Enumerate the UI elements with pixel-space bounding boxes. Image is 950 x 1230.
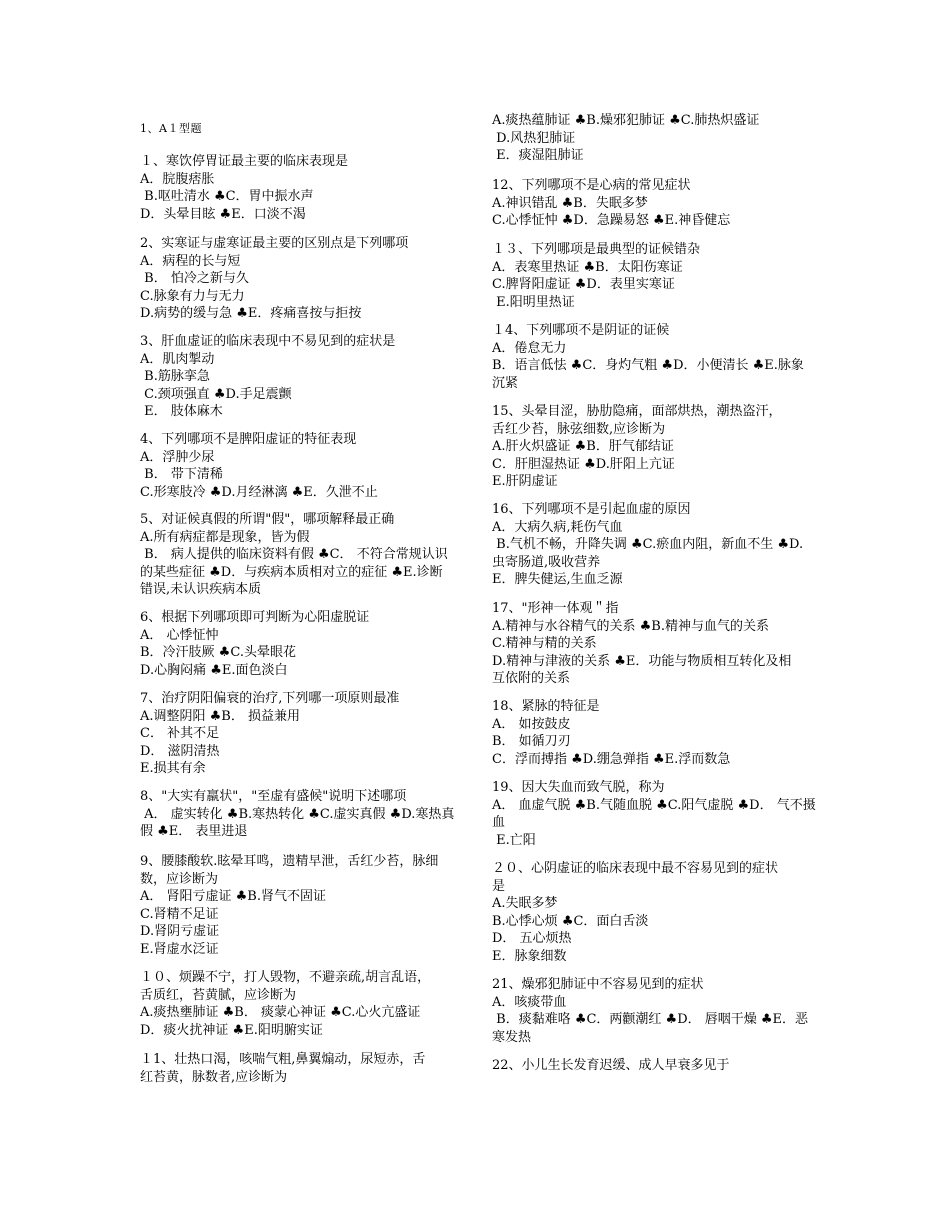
question-line: C.脉象有力与无力 xyxy=(140,288,245,304)
section-title: 1、A１型题 xyxy=(140,122,202,135)
question-line: A.神识错乱 ♣B．失眠多梦 xyxy=(492,195,648,211)
question-text: ２０、心阴虚证的临床表现中最不容易见到的症状 xyxy=(492,861,779,876)
question-line: E．脾失健运,生血乏源 xyxy=(492,572,623,587)
question-line: E．痰湿阻肺证 xyxy=(492,148,584,163)
question-block xyxy=(492,501,822,589)
question-line: A．病程的长与短 xyxy=(140,253,241,269)
question-block xyxy=(492,322,822,392)
question-line: D．痰火扰神证 ♣E.阳明腑实证 xyxy=(140,1022,323,1038)
question-line: D.心胸闷痛 ♣E.面色淡白 xyxy=(140,662,288,678)
question-line: E．脉象细数 xyxy=(492,948,567,964)
question-block xyxy=(492,779,822,849)
question-block xyxy=(492,177,822,230)
question-text: 5、对证候真假的所谓"假"，哪项解释最正确 xyxy=(140,512,395,527)
question-line: D.病势的缓与急 ♣E．疼痛喜按与拒按 xyxy=(140,306,362,321)
question-block xyxy=(140,333,460,421)
question-line: E.肾虚水泛证 xyxy=(140,941,219,957)
question-block xyxy=(492,1057,822,1075)
question-line: A．脘腹痞胀 xyxy=(140,171,215,187)
question-line: A． 如按鼓皮 xyxy=(492,716,571,732)
question-block xyxy=(140,609,460,679)
question-block xyxy=(492,600,822,688)
question-block xyxy=(140,1051,460,1086)
question-line: D.风热犯肺证 xyxy=(492,130,576,146)
question-line: 寒发热 xyxy=(492,1029,532,1045)
question-text: 18、紧脉的特征是 xyxy=(492,699,600,714)
question-text: A.痰热蕴肺证 ♣B.燥邪犯肺证 ♣C.肺热炽盛证 xyxy=(492,113,760,128)
question-text: １1、壮热口渴，咳喘气粗,鼻翼煽动，尿短赤，舌 xyxy=(140,1052,426,1067)
question-line: A．大病久病,耗伤气血 xyxy=(492,519,623,535)
question-line: 数，应诊断为 xyxy=(140,871,219,887)
question-line: 血 xyxy=(492,815,506,830)
question-line: C.精神与精的关系 xyxy=(492,636,597,651)
question-text: 22、小儿生长发育迟缓、成人早衰多见于 xyxy=(492,1058,730,1073)
question-line: E.阳明里热证 xyxy=(492,294,575,310)
question-text: 15、头晕目涩，胁肋隐痛，面部烘热，潮热盗汗， xyxy=(492,404,782,419)
question-line: E.损其有余 xyxy=(140,761,206,776)
question-line: 沉紧 xyxy=(492,375,519,391)
question-text: １０、烦躁不宁，打人毁物，不避亲疏,胡言乱语， xyxy=(140,970,431,985)
question-block xyxy=(492,241,822,311)
question-line: C.脾肾阳虚证 ♣D．表里实寒证 xyxy=(492,277,675,292)
question-line: A．肌肉掣动 xyxy=(140,351,215,367)
question-line: A． 心悸怔忡 xyxy=(140,627,219,643)
question-line: C．浮而搏指 ♣D.绷急弹指 ♣E.浮而数急 xyxy=(492,751,731,767)
question-line: 的某些症征 ♣D．与疾病本质相对立的症征 ♣E.诊断 xyxy=(140,564,443,580)
question-text: 8、"大实有羸状"，"至虚有盛候"说明下述哪项 xyxy=(140,789,407,804)
question-line: A．浮肿少尿 xyxy=(140,449,215,465)
question-line: C.形寒肢冷 ♣D.月经淋漓 ♣E．久泄不止 xyxy=(140,484,378,500)
question-line: A.所有病症都是现象，皆为假 xyxy=(140,529,310,545)
question-block xyxy=(140,969,460,1039)
question-line: B.筋脉挛急 xyxy=(140,369,210,384)
question-line: B．痰黏难咯 ♣C．两颧潮红 ♣D． 唇咽干燥 ♣E．恶 xyxy=(492,1012,809,1027)
question-line: A.调整阴阳 ♣B． 损益兼用 xyxy=(140,708,300,724)
question-line: C．肝胆湿热证 ♣D.肝阳上亢证 xyxy=(492,456,675,472)
question-line: B.呕吐清水 ♣C．胃中振水声 xyxy=(140,189,314,204)
question-block xyxy=(492,698,822,768)
question-block xyxy=(492,403,822,491)
question-block xyxy=(492,112,822,165)
question-line: D．头晕目眩 ♣E．口淡不渴 xyxy=(140,206,306,222)
question-line: C.肾精不足证 xyxy=(140,906,219,922)
question-text: 12、下列哪项不是心病的常见症状 xyxy=(492,178,691,193)
question-line: B．冷汗肢厥 ♣C.头晕眼花 xyxy=(140,645,296,660)
question-line: B．语言低怯 ♣C．身灼气粗 ♣D．小便清长 ♣E.脉象 xyxy=(492,358,804,373)
question-line: E.肝阴虚证 xyxy=(492,474,558,489)
question-line: D.精神与津液的关系 ♣E．功能与物质相互转化及相 xyxy=(492,653,792,669)
question-block xyxy=(140,690,460,778)
question-line: 舌红少苔，脉弦细数,应诊断为 xyxy=(492,421,666,437)
question-line: 互依附的关系 xyxy=(492,671,571,686)
question-line: 舌质红，苔黄腻，应诊断为 xyxy=(140,987,297,1003)
question-line: B． 带下清稀 xyxy=(140,467,223,482)
question-text: 6、根据下列哪项即可判断为心阳虚脱证 xyxy=(140,610,370,625)
question-line: B． 怕冷之新与久 xyxy=(140,271,249,286)
question-line: 是 xyxy=(492,878,506,894)
question-line: B.气机不畅，升降失调 ♣C.瘀血内阻，新血不生 ♣D. xyxy=(492,537,804,552)
question-block xyxy=(140,853,460,958)
question-text: 17、"形神一体观＂指 xyxy=(492,601,619,616)
question-block xyxy=(140,235,460,323)
question-line: D． 滋阴清热 xyxy=(140,743,220,759)
question-line: A． 肾阳亏虚证 ♣B.肾气不固证 xyxy=(140,889,326,904)
question-block xyxy=(140,431,460,501)
question-line: A． 血虚气脱 ♣B.气随血脱 ♣C.阳气虚脱 ♣D． 气不摄 xyxy=(492,797,816,813)
question-line: A.肝火炽盛证 ♣B．肝气郁结证 xyxy=(492,439,674,454)
question-line: B． 如循刀刃 xyxy=(492,734,571,749)
question-block xyxy=(492,976,822,1046)
question-text: １３、下列哪项是最典型的证候错杂 xyxy=(492,242,701,257)
question-line: C.心悸怔忡 ♣D．急躁易怒 ♣E.神昏健忘 xyxy=(492,213,731,228)
question-line: A．表寒里热证 ♣B．太阳伤寒证 xyxy=(492,259,683,275)
question-line: A.精神与水谷精气的关系 ♣B.精神与血气的关系 xyxy=(492,618,769,634)
question-text: 2、实寒证与虚寒证最主要的区别点是下列哪项 xyxy=(140,236,409,251)
question-text: 4、下列哪项不是脾阳虚证的特征表现 xyxy=(140,432,357,447)
question-line: A．倦怠无力 xyxy=(492,340,567,356)
question-block xyxy=(140,788,460,841)
question-line: D.肾阴亏虚证 xyxy=(140,924,220,939)
question-line: A.失眠多梦 xyxy=(492,896,558,911)
question-line: A． 虚实转化 ♣B.寒热转化 ♣C.虚实真假 ♣D.寒热真 xyxy=(140,806,455,822)
question-line: 假 ♣E． 表里进退 xyxy=(140,824,248,839)
question-line: A．咳痰带血 xyxy=(492,994,567,1010)
question-line: 虫寄肠道,吸收营养 xyxy=(492,554,601,570)
question-line: 红苔黄，脉数者,应诊断为 xyxy=(140,1069,288,1085)
question-block xyxy=(140,153,460,223)
question-line: B． 病人提供的临床资料有假 ♣C． 不符合常规认识 xyxy=(140,547,448,562)
question-line: E.亡阳 xyxy=(492,832,536,848)
question-line: 错误,未认识疾病本质 xyxy=(140,582,262,597)
question-block xyxy=(492,860,822,965)
question-text: 7、治疗阴阳偏衰的治疗,下列哪一项原则最准 xyxy=(140,691,400,706)
question-text: 16、下列哪项不是引起血虚的原因 xyxy=(492,502,691,517)
question-line: C． 补其不足 xyxy=(140,726,220,741)
question-line: A.痰热壅肺证 ♣B． 痰蒙心神证 ♣C.心火亢盛证 xyxy=(140,1005,421,1020)
question-line: B.心悸心烦 ♣C．面白舌淡 xyxy=(492,913,649,929)
question-text: １、寒饮停胃证最主要的临床表现是 xyxy=(140,154,349,169)
question-text: 9、腰膝酸软.眩晕耳鸣，遗精早泄，舌红少苔，脉细 xyxy=(140,854,439,869)
question-line: C.颈项强直 ♣D.手足震颤 xyxy=(140,386,292,402)
question-line: E． 肢体麻木 xyxy=(140,404,223,419)
question-text: 19、因大失血而致气脱，称为 xyxy=(492,780,665,795)
question-text: 3、肝血虚证的临床表现中不易见到的症状是 xyxy=(140,334,396,349)
question-text: １4、下列哪项不是阴证的证候 xyxy=(492,323,670,338)
question-text: 21、燥邪犯肺证中不容易见到的症状 xyxy=(492,977,704,992)
question-line: D． 五心烦热 xyxy=(492,931,572,946)
question-block xyxy=(140,511,460,599)
